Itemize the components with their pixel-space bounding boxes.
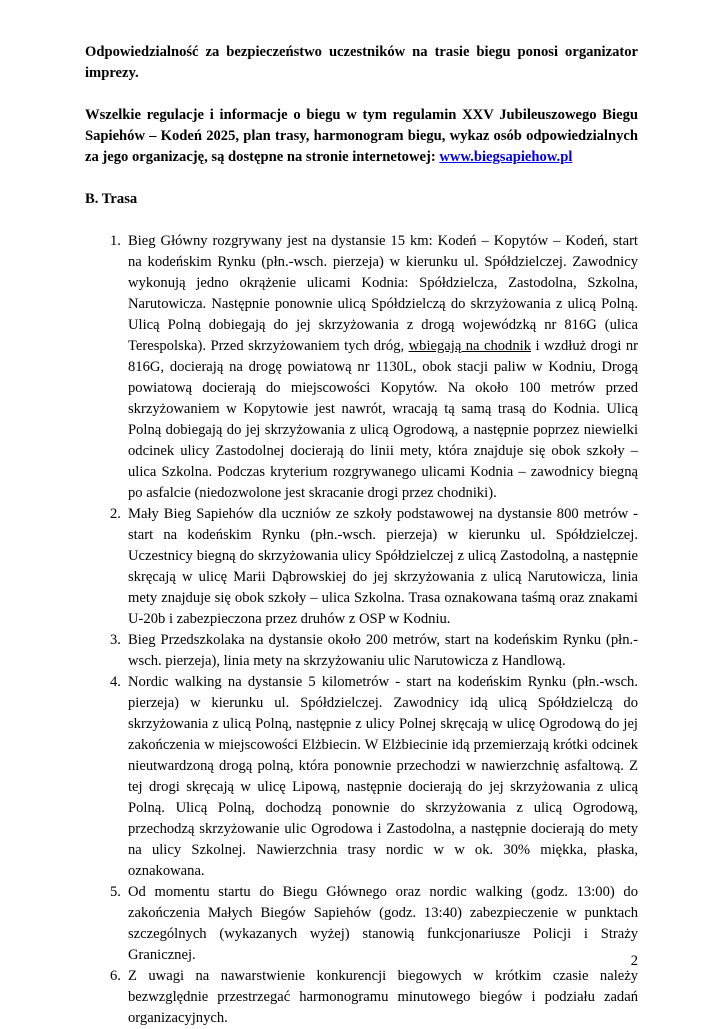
- text-run: Od momentu startu do Biegu Głównego oraz nordic walking (godz. 13:00) do zakończenia Małych Biegów Sapiehów (godz. 13:40) zabezpieczenie w punktach szczególnych (wykazanych wyżej) stanowią funkcjonariusze Policji i Straży Granicznej.: [128, 884, 638, 963]
- intro-paragraph: [85, 42, 638, 84]
- list-item-number: 2.: [110, 506, 121, 522]
- text-run: Bieg Przedszkolaka na dystansie około 200 metrów, start na kodeńskim Rynku (płn.-wsch. pierzeja), linia mety na skrzyżowaniu ulic Narutowicza z Handlową.: [128, 632, 638, 669]
- route-list-item: [85, 966, 638, 1029]
- text-run: i wzdłuż drogi nr 816G, docierają na drogę powiatową nr 1130L, obok stacji paliw w Kodniu, Drogą powiatową docierają do miejscowości Kopytów. Na około 100 metrów przed skrzyżowaniem w Kopytowie jest nawrót, wracają tą samą trasą do Kodnia. Ulicą Polną dobiegają do jej skrzyżowania z ulicą Ogrodową, a następnie poprzez niewielki odcinek ulicy Zastodolnej docierają do linii mety, która znajduje się obok szkoły – ulica Szkolna. Podczas kryterium rozgrywanego ulicami Kodnia – zawodnicy biegną po asfalcie (niedozwolone jest skracanie drogi przez chodniki).: [128, 338, 639, 501]
- list-item-number: 3.: [110, 632, 121, 648]
- route-list-item: [85, 231, 638, 504]
- route-list: [85, 231, 638, 1029]
- list-item-number: 5.: [110, 884, 121, 900]
- text-run: Bieg Główny rozgrywany jest na dystansie 15 km: Kodeń – Kopytów – Kodeń, start na kodeńskim Rynku (płn.-wsch. pierzeja) w kierunku ul. Spółdzielczej. Zawodnicy wykonują jedno okrążenie ulicami Kodnia: Spółdzielcza, Zastodolna, Szkolna, Narutowicza. Następnie ponownie ulicą Spółdzielczą do skrzyżowania z ulicą Polną. Ulicą Polną dobiegają do jej skrzyżowania z drogą wojewódzką nr 816G (ulica Terespolska). Przed skrzyżowaniem tych dróg,: [128, 233, 638, 354]
- list-item-number: 6.: [110, 968, 121, 984]
- route-list-item: [85, 672, 638, 882]
- website-link[interactable]: www.biegsapiehow.pl: [439, 149, 573, 165]
- text-run: Odpowiedzialność za bezpieczeństwo uczestników na trasie biegu ponosi organizator imprezy.: [85, 44, 638, 81]
- text-run: wbiegają na chodnik: [408, 338, 532, 354]
- text-run: Nordic walking na dystansie 5 kilometrów - start na kodeńskim Rynku (płn.-wsch. pierzeja) w kierunku ul. Spółdzielczej. Zawodnicy idą ulicą Spółdzielczą do skrzyżowania z ulicą Polną, następnie z ulicy Polnej skręcają w ulicę Ogrodową do jej zakończenia w miejscowości Elżbiecin. W Elżbiecinie idą przemierzają krótki odcinek nieutwardzoną drogą polną, która ponownie przechodzi w nawierzchnię asfaltową. Z tej drogi skręcają w ulicę Lipową, następnie docierają do jej skrzyżowania z ulicą Polną. Ulicą Polną, dochodzą ponownie do skrzyżowania z ulicą Ogrodową, przechodzą skrzyżowanie ulic Ogrodowa i Zastodolna, a następnie docierają do mety na ulicy Szkolnej. Nawierzchnia trasy nordic w w ok. 30% miękka, płaska, oznakowana.: [128, 674, 638, 879]
- text-run: Z uwagi na nawarstwienie konkurencji biegowych w krótkim czasie należy bezwzględnie przestrzegać harmonogramu minutowego biegów i podziału zadań organizacyjnych.: [128, 968, 638, 1026]
- text-run: Mały Bieg Sapiehów dla uczniów ze szkoły podstawowej na dystansie 800 metrów - start na kodeńskim Rynku (płn.-wsch. pierzeja) w kierunku ul. Spółdzielczej. Uczestnicy biegną do skrzyżowania ulicy Spółdzielczej z ulicą Zastodolną, a następnie skręcają w ulicę Marii Dąbrowskiej do jej skrzyżowania z ulicą Narutowicza, linia mety znajduje się obok szkoły – ulica Szkolna. Trasa oznakowana taśmą oraz znakami U-20b i zabezpieczona przez druhów z OSP w Kodniu.: [128, 506, 638, 627]
- intro-paragraph: [85, 105, 638, 168]
- intro-paragraphs: [85, 42, 638, 168]
- list-item-number: 1.: [110, 233, 121, 249]
- route-list-item: [85, 504, 638, 630]
- text-run: Wszelkie regulacje i informacje o biegu w tym regulamin XXV Jubileuszowego Biegu Sapiehów – Kodeń 2025, plan trasy, harmonogram biegu, wykaz osób odpowiedzialnych za jego organizację, są dostępne na stronie internetowej:: [85, 107, 638, 165]
- route-list-item: [85, 630, 638, 672]
- page-number: 2: [630, 953, 638, 969]
- list-item-number: 4.: [110, 674, 121, 690]
- section-heading: B. Trasa: [85, 191, 138, 207]
